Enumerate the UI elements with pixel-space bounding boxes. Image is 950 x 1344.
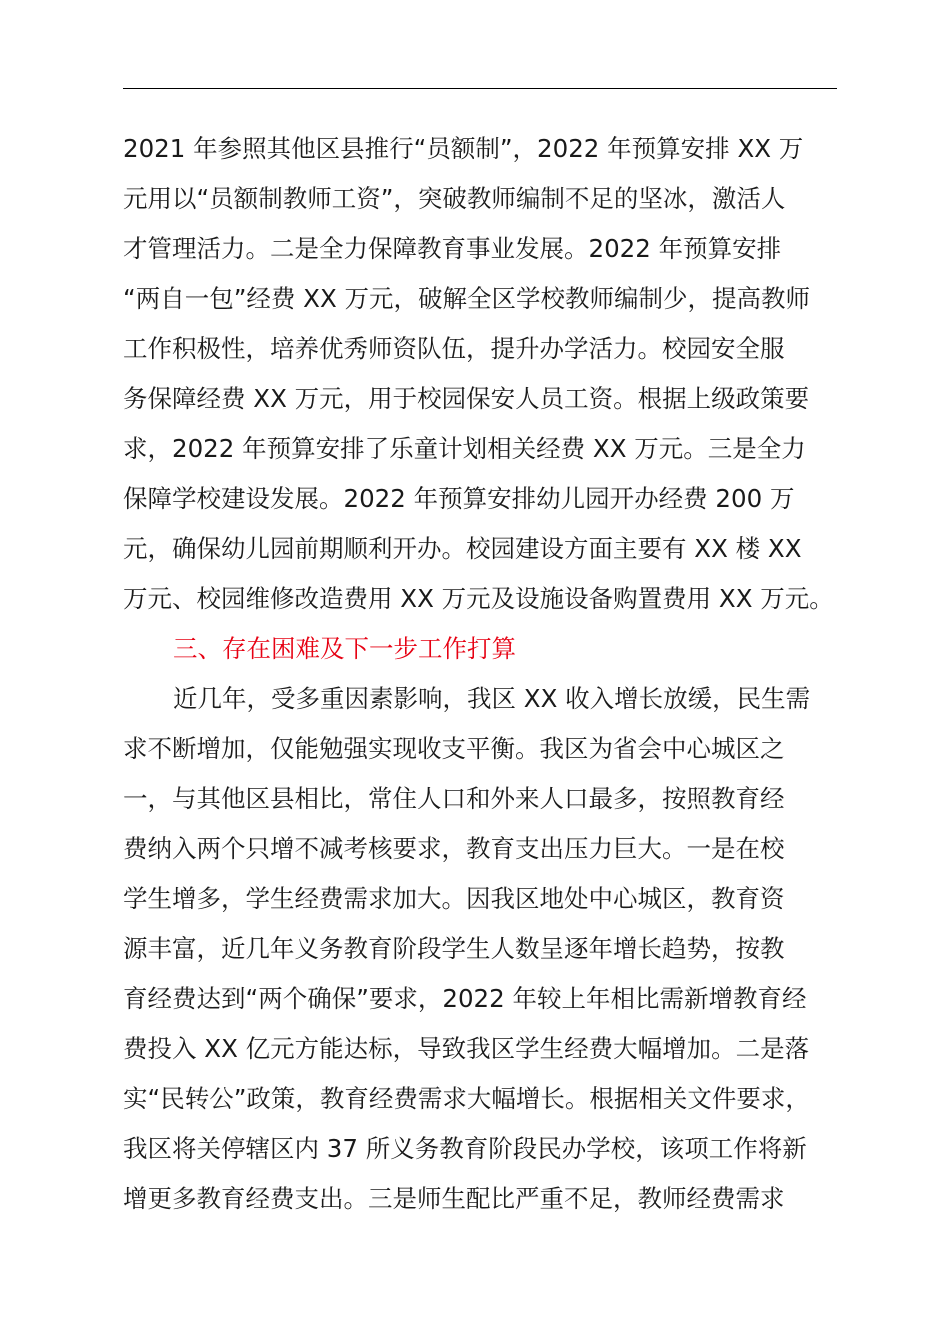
header-rule [123, 88, 837, 89]
text-line: 近几年，受多重因素影响，我区 XX 收入增长放缓，民生需 [173, 684, 811, 713]
text-line: 育经费达到“两个确保”要求，2022 年较上年相比需新增教育经 [123, 984, 807, 1013]
text-line: 万元、校园维修改造费用 XX 万元及设施设备购置费用 XX 万元。 [123, 584, 834, 613]
text-line: 务保障经费 XX 万元，用于校园保安人员工资。根据上级政策要 [123, 384, 810, 413]
text-line: 源丰富，近几年义务教育阶段学生人数呈逐年增长趋势，按教 [123, 934, 785, 963]
paragraph-1 [123, 124, 843, 624]
text-line: 实“民转公”政策，教育经费需求大幅增长。根据相关文件要求， [123, 1084, 810, 1113]
text-line: 增更多教育经费支出。三是师生配比严重不足，教师经费需求 [123, 1184, 785, 1213]
text-line: 元用以“员额制教师工资”，突破教师编制不足的坚冰，激活人 [123, 184, 786, 213]
text-line: 一，与其他区县相比，常住人口和外来人口最多，按照教育经 [123, 784, 785, 813]
text-line: 求不断增加，仅能勉强实现收支平衡。我区为省会中心城区之 [123, 734, 785, 763]
paragraph-2 [123, 674, 843, 1224]
text-line: 我区将关停辖区内 37 所义务教育阶段民办学校，该项工作将新 [123, 1134, 807, 1163]
section-heading: 三、存在困难及下一步工作打算 [173, 634, 516, 663]
text-line: 工作积极性，培养优秀师资队伍，提升办学活力。校园安全服 [123, 334, 785, 363]
text-line: 2021 年参照其他区县推行“员额制”，2022 年预算安排 XX 万 [123, 134, 804, 163]
document-body [123, 124, 843, 1224]
text-line: 才管理活力。二是全力保障教育事业发展。2022 年预算安排 [123, 234, 782, 263]
text-line: 费纳入两个只增不减考核要求，教育支出压力巨大。一是在校 [123, 834, 785, 863]
text-line: “两自一包”经费 XX 万元，破解全区学校教师编制少，提高教师 [123, 284, 811, 313]
text-line: 学生增多，学生经费需求加大。因我区地处中心城区，教育资 [123, 884, 785, 913]
text-line: 求，2022 年预算安排了乐童计划相关经费 XX 万元。三是全力 [123, 434, 806, 463]
text-line: 保障学校建设发展。2022 年预算安排幼儿园开办经费 200 万 [123, 484, 795, 513]
text-line: 费投入 XX 亿元方能达标，导致我区学生经费大幅增加。二是落 [123, 1034, 810, 1063]
text-line: 元，确保幼儿园前期顺利开办。校园建设方面主要有 XX 楼 XX [123, 534, 802, 563]
